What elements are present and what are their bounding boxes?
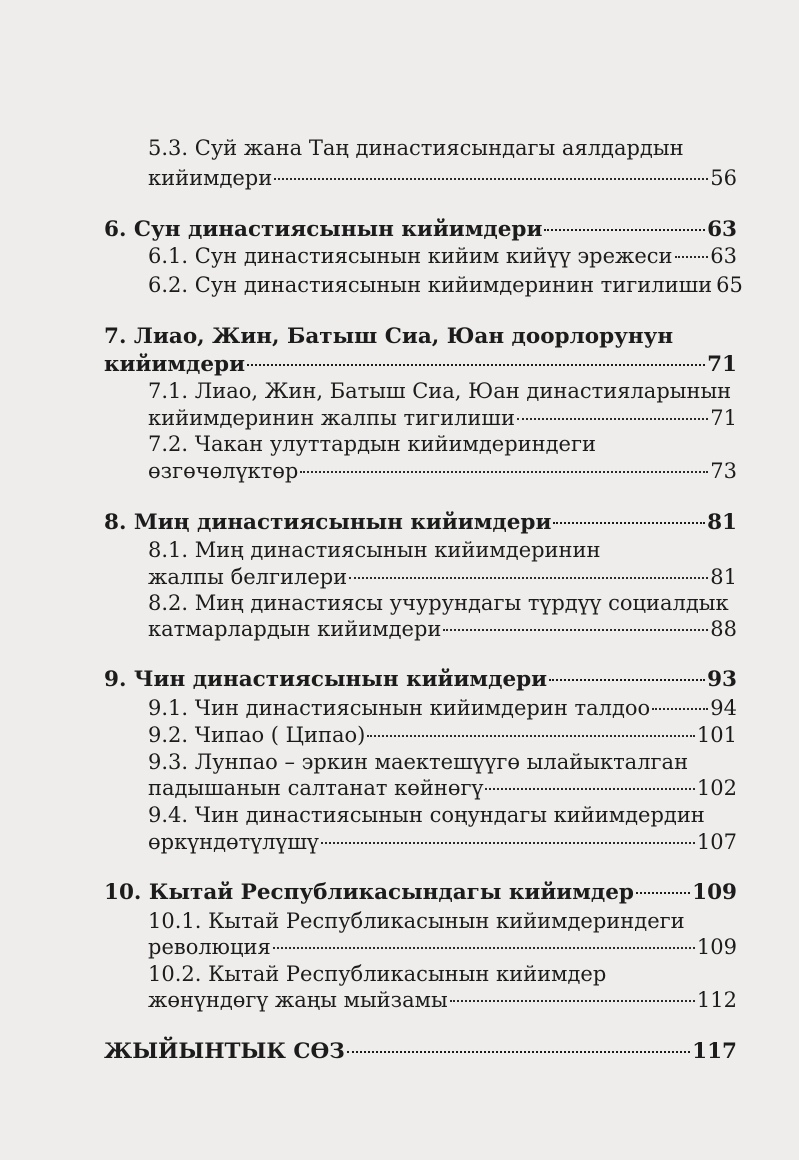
toc-chapter-title: 9. Чин династиясынын кийимдери (104, 667, 548, 692)
toc-page-number: 107 (696, 830, 737, 854)
toc-page-number: 94 (710, 696, 737, 720)
toc-page-number: 117 (692, 1039, 737, 1064)
toc-chapter-title: 6. Сун династиясынын кийимдери (104, 217, 543, 242)
dot-leader (450, 1000, 695, 1002)
toc-entry (148, 376, 737, 406)
toc-page-number: 56 (710, 166, 737, 190)
toc-entry-title: 7.1. Лиао, Жин, Батыш Сиа, Юан династияларынын (148, 379, 732, 403)
toc-entry-title: 8.2. Миң династиясы учурундагы түрдүү социалдык (148, 591, 729, 615)
toc-entry-title: жалпы белгилери (148, 565, 348, 589)
toc-entry-title: кийимдеринин жалпы тигилиши (148, 406, 515, 430)
toc-entry-title: 5.3. Суй жана Таң династиясындагы аялдардын (148, 136, 684, 160)
toc-entry-title: 6.2. Сун династиясынын кийимдеринин тигилиши (148, 273, 713, 297)
toc-page-number: 63 (707, 217, 737, 242)
toc-entry-title: 7.2. Чакан улуттардын кийимдериндеги (148, 432, 596, 456)
toc-entry (148, 827, 737, 857)
dot-leader (549, 679, 705, 681)
toc-chapter (104, 508, 737, 538)
toc-entry-title: падышанын салтанат көйнөгү (148, 776, 484, 800)
toc-page-number: 81 (707, 510, 737, 535)
toc-chapter (104, 322, 737, 352)
toc-entry (148, 773, 737, 803)
dot-leader (652, 708, 708, 710)
toc-entry (148, 429, 737, 459)
toc-chapter-title: 8. Миң династиясынын кийимдери (104, 510, 552, 535)
toc-entry (148, 614, 737, 644)
toc-entry-title: кийимдери (148, 166, 273, 190)
toc-page-number: 71 (707, 352, 737, 377)
dot-leader (553, 522, 705, 524)
dot-leader (347, 1051, 690, 1053)
toc-entry-title: 6.1. Сун династиясынын кийим кийүү эрежеси (148, 244, 673, 268)
toc-page-number: 102 (696, 776, 737, 800)
dot-leader (349, 577, 708, 579)
dot-leader (273, 947, 695, 949)
toc-entry (148, 535, 737, 565)
dot-leader (636, 892, 690, 894)
toc-entry (148, 163, 737, 193)
toc-page-number: 71 (710, 406, 737, 430)
dot-leader (675, 256, 709, 258)
toc-chapter (104, 878, 737, 908)
toc-entry (148, 932, 737, 962)
dot-leader (443, 629, 708, 631)
dot-leader (300, 471, 708, 473)
toc-chapter (104, 665, 737, 695)
toc-chapter (104, 1037, 737, 1067)
toc-entry (148, 241, 737, 271)
toc-page-number: 65 (716, 273, 743, 297)
dot-leader (544, 229, 705, 231)
toc-entry (148, 720, 737, 750)
toc-entry-title: 8.1. Миң династиясынын кийимдеринин (148, 538, 601, 562)
toc-chapter-title: 10. Кытай Республикасындагы кийимдер (104, 880, 634, 905)
toc-page-number: 63 (710, 244, 737, 268)
toc-entry-title: өркүндөтүлүшү (148, 830, 319, 854)
toc-page-number: 109 (696, 935, 737, 959)
toc-page-number: 81 (710, 565, 737, 589)
dot-leader (485, 788, 694, 790)
dot-leader (274, 178, 708, 180)
toc-entry-title: жөнүндөгү жаңы мыйзамы (148, 988, 448, 1012)
toc-chapter-title: ЖЫЙЫНТЫК СӨЗ (104, 1039, 345, 1064)
toc-entry-title: 10.2. Кытай Республикасынын кийимдер (148, 962, 607, 986)
toc-entry-title: 9.4. Чин династиясынын соңундагы кийимдердин (148, 803, 705, 827)
toc-entry (148, 456, 737, 486)
toc-entry-title: өзгөчөлүктөр (148, 459, 299, 483)
toc-entry-title: 9.1. Чин династиясынын кийимдерин талдоо (148, 696, 651, 720)
toc-page-number: 73 (710, 459, 737, 483)
toc-page-number: 109 (692, 880, 737, 905)
toc-entry-title: 10.1. Кытай Республикасынын кийимдериндеги (148, 909, 685, 933)
toc-entry-title: катмарлардын кийимдери (148, 617, 442, 641)
toc-page-number: 93 (707, 667, 737, 692)
dot-leader (247, 364, 705, 366)
toc-chapter-title: 7. Лиао, Жин, Батыш Сиа, Юан доорлорунун (104, 324, 674, 349)
dot-leader (367, 735, 695, 737)
toc-entry (148, 133, 737, 163)
toc-entry-title: 9.3. Лунпао – эркин маектешүүгө ылайыкталган (148, 750, 689, 774)
toc-entry (148, 693, 737, 723)
toc-chapter-title: кийимдери (104, 352, 246, 377)
toc-entry (148, 270, 743, 300)
toc-entry-title: революция (148, 935, 271, 959)
toc-entry (148, 800, 737, 830)
toc-page-number: 112 (696, 988, 737, 1012)
toc-entry (148, 985, 737, 1015)
toc-entry-title: 9.2. Чипао ( Ципао) (148, 723, 366, 747)
dot-leader (321, 842, 695, 844)
toc-page-number: 88 (710, 617, 737, 641)
dot-leader (517, 418, 708, 420)
toc-page-number: 101 (696, 723, 737, 747)
